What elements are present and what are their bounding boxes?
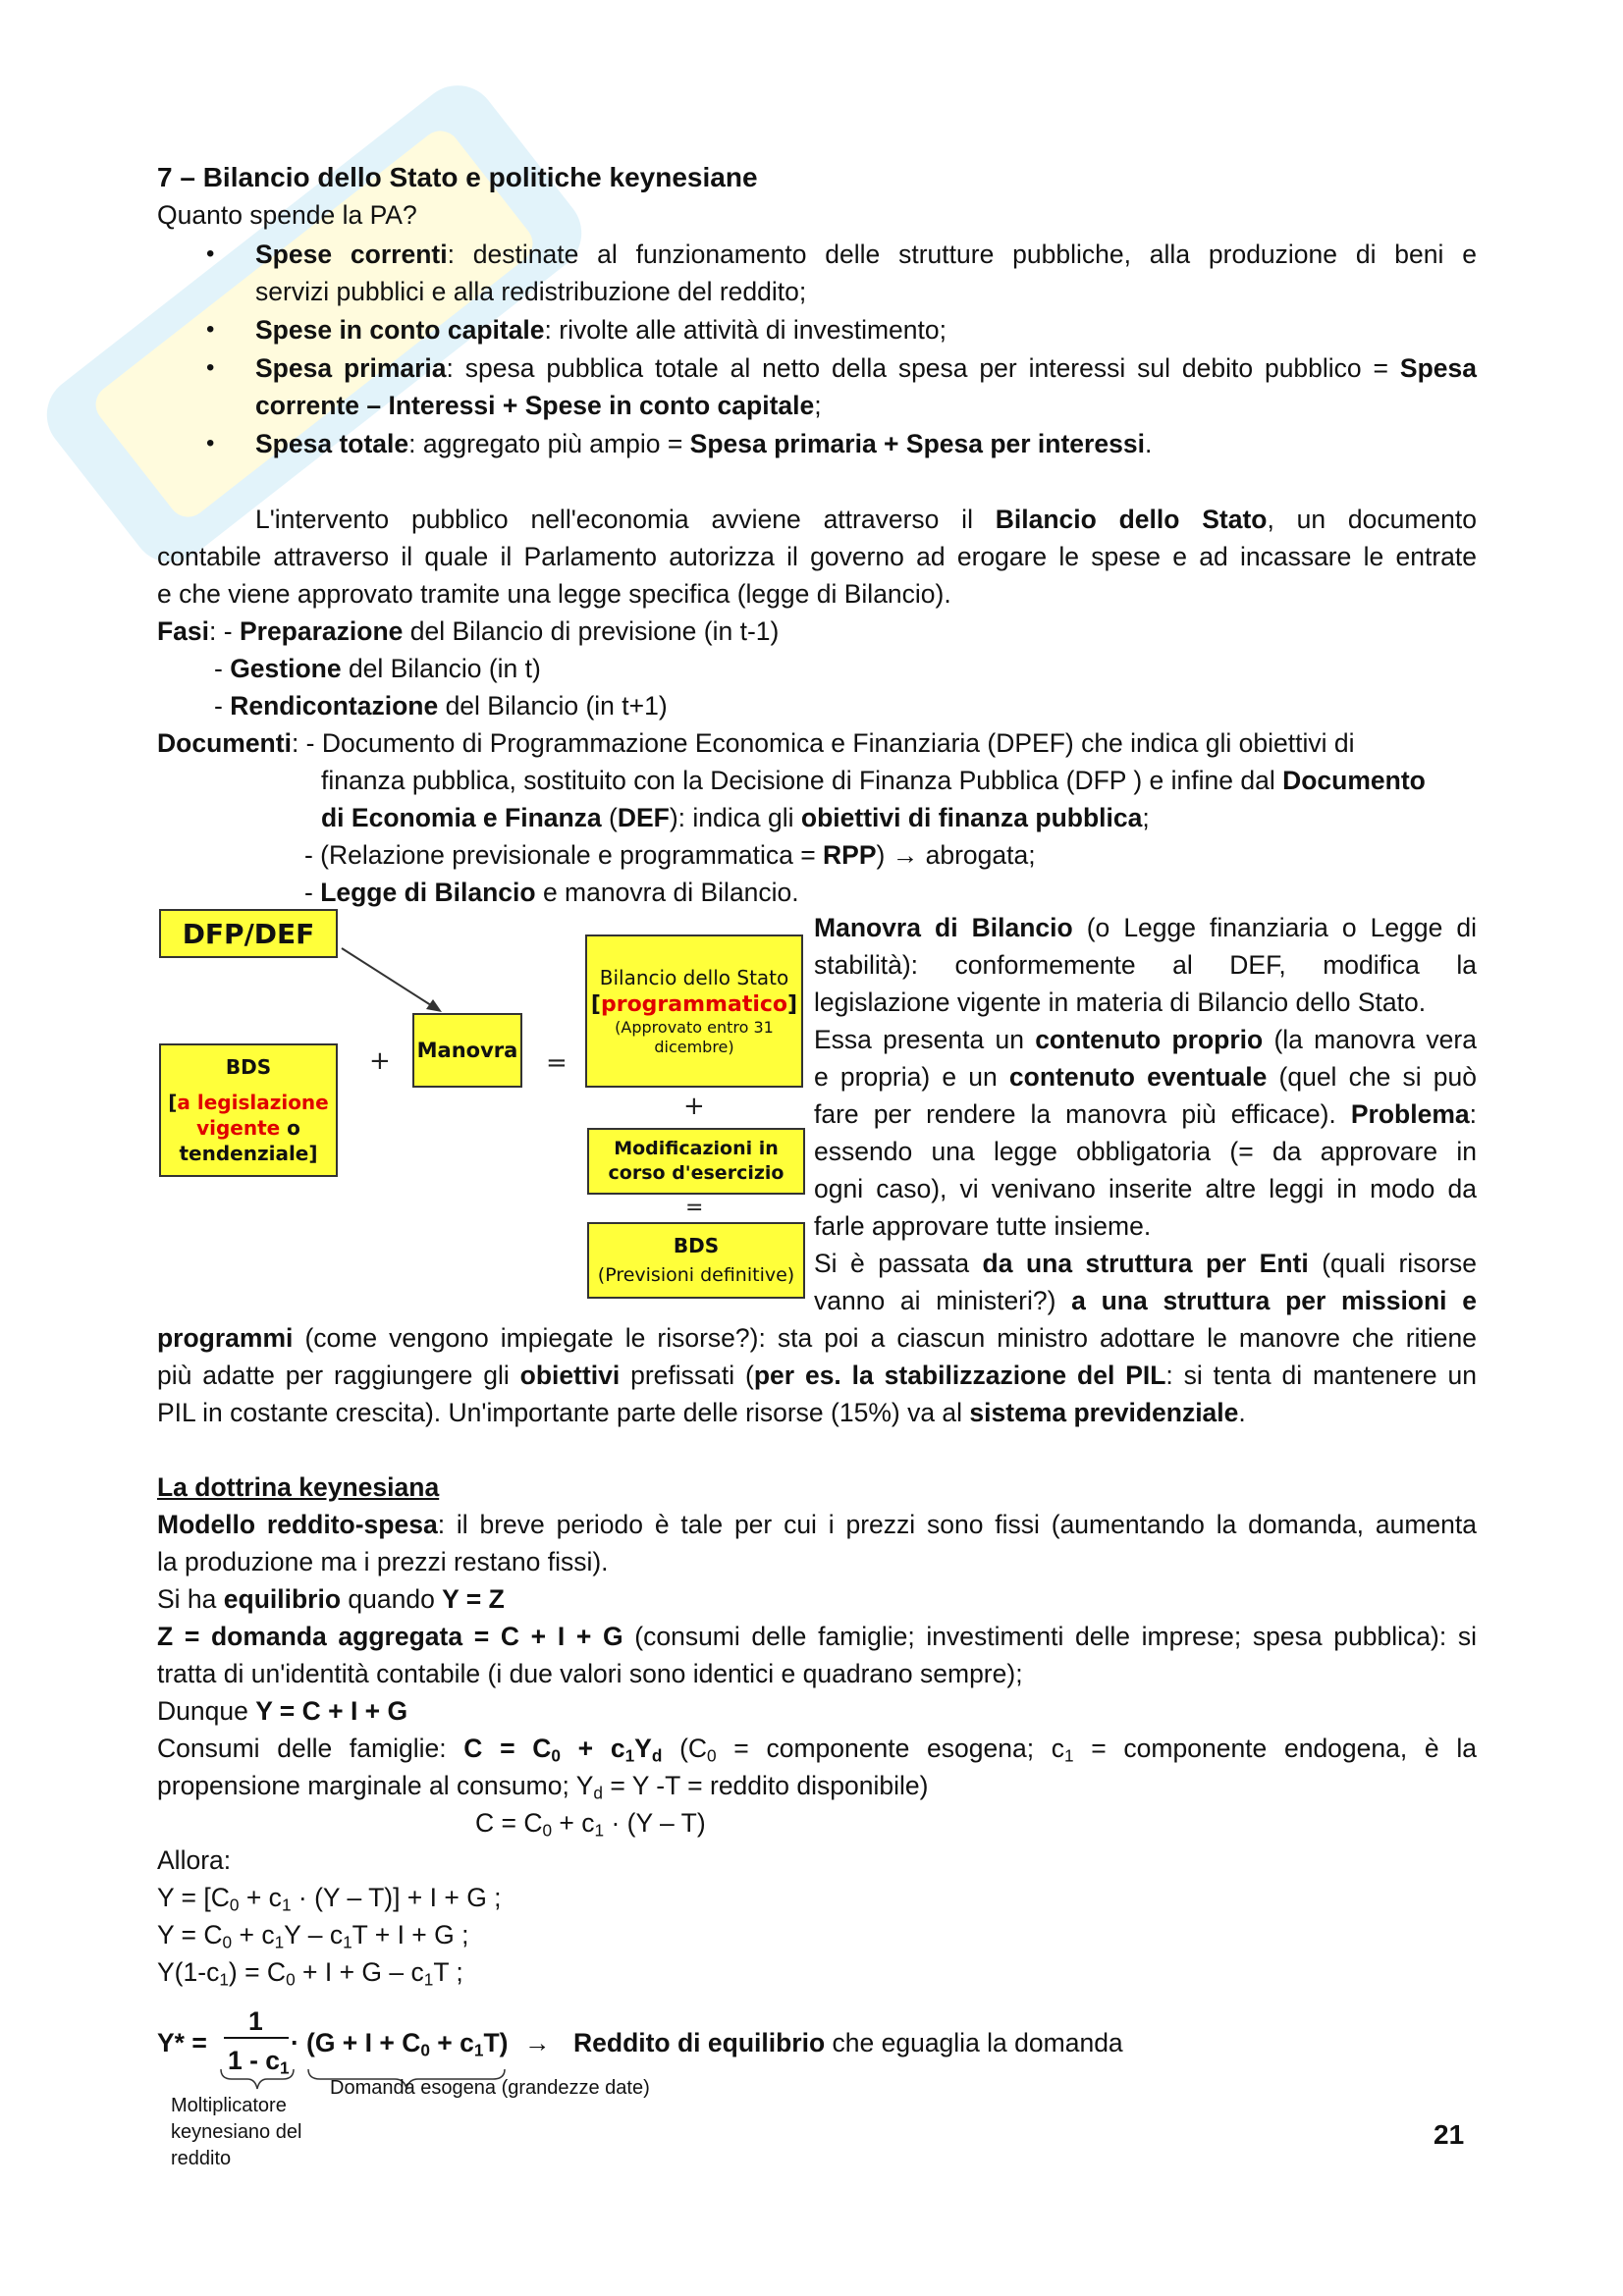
bullet-spese-capitale: Spese in conto capitale: rivolte alle attività di investimento; bbox=[255, 315, 947, 345]
fraction-numerator: 1 bbox=[248, 2006, 263, 2036]
fraction-bar bbox=[224, 2037, 289, 2039]
para-intervento-l1: L'intervento pubblico nell'economia avviene attraverso il Bilancio dello Stato, un documento bbox=[255, 505, 1477, 534]
result-dot: · bbox=[291, 2028, 299, 2057]
equals-sign: = bbox=[685, 1196, 704, 1220]
allora-line: Allora: bbox=[157, 1845, 232, 1875]
bullet-spese-correnti-cont: servizi pubblici e alla redistribuzione del reddito; bbox=[255, 277, 807, 306]
documenti-line-4: - (Relazione previsionale e programmatica = RPP) → abrogata; bbox=[304, 840, 1036, 870]
consumption-function: $C = C_0 + c_1 \cdot (Y - T)$ bbox=[475, 1808, 706, 1841]
y-star: Y* = bbox=[157, 2028, 207, 2057]
bds-tendenziale-box: BDS [a legislazione vigente o tendenziale] bbox=[159, 1043, 338, 1177]
result-arrow: → bbox=[524, 2028, 551, 2057]
propensione-line: propensione marginale al consumo; $Y_d = Y$ -T = reddito disponibile) bbox=[157, 1771, 929, 1803]
bds-definitivo-box: BDS (Previsioni definitive) bbox=[587, 1222, 805, 1299]
section-heading: 7 – Bilancio dello Stato e politiche keynesiane bbox=[157, 162, 758, 192]
dunque-line: Dunque Y = C + I + G bbox=[157, 1696, 408, 1726]
fasi-line-3: - Rendicontazione del Bilancio (in t+1) bbox=[214, 691, 668, 721]
keynes-title: La dottrina keynesiana bbox=[157, 1472, 440, 1502]
documenti-line-5: - Legge di Bilancio e manovra di Bilancio. bbox=[304, 878, 799, 907]
manovra-text-l4: Essa presenta un contenuto proprio (la manovra vera bbox=[814, 1025, 1477, 1054]
dfp-def-box: DFP/DEF bbox=[159, 909, 338, 958]
programmi-l3: PIL in costante crescita). Un'importante parte delle risorse (15%) va al sistema previdenziale. bbox=[157, 1398, 1246, 1427]
equilibrio-line: Si ha equilibrio quando Y = Z bbox=[157, 1584, 505, 1614]
equation-step-2: $Y = C_0 + c_1Y - c_1T + I + G$ ; bbox=[157, 1920, 469, 1952]
bullet-spesa-primaria: Spesa primaria: spesa pubblica totale al netto della spesa per interessi sul debito pubblico = Spesa bbox=[255, 353, 1477, 383]
intro-question: Quanto spende la PA? bbox=[157, 200, 417, 230]
equals-sign: = bbox=[546, 1048, 568, 1078]
plus-sign: + bbox=[683, 1092, 705, 1121]
arrow-to-manovra bbox=[334, 942, 452, 1021]
multiplier-caption: Moltiplicatore keynesiano del reddito bbox=[171, 2095, 302, 2169]
bullet-dot: • bbox=[206, 354, 215, 381]
modificazioni-box: Modificazioni in corso d'esercizio bbox=[587, 1128, 805, 1195]
manovra-text-l8: ogni caso), vi venivano inserite altre leggi in modo da bbox=[814, 1174, 1477, 1203]
manovra-text-l5: e propria) e un contenuto eventuale (quel che si può bbox=[814, 1062, 1477, 1092]
programmi-l2: più adatte per raggiungere gli obiettivi prefissati (per es. la stabilizzazione del PIL: si tenta di mantenere un bbox=[157, 1361, 1477, 1390]
fraction-denominator: $1 - c_1$ bbox=[228, 2046, 290, 2078]
programmi-l1: programmi (come vengono impiegate le risorse?): sta poi a ciascun ministro adottare le manovre che ritiene bbox=[157, 1323, 1477, 1353]
manovra-text-l1: Manovra di Bilancio (o Legge finanziaria o Legge di bbox=[814, 913, 1478, 942]
bullet-spese-correnti: Spese correnti: destinate al funzionamento delle strutture pubbliche, alla produzione di beni e bbox=[255, 240, 1477, 269]
exogenous-caption: Domanda esogena (grandezze date) bbox=[330, 2077, 650, 2099]
equation-step-1: $Y = [C_0 + c_1 \cdot (Y - T)] + I + G$ ; bbox=[157, 1883, 502, 1915]
bullet-spesa-totale: Spesa totale: aggregato più ampio = Spesa primaria + Spesa per interessi. bbox=[255, 429, 1153, 458]
manovra-text-l6: fare per rendere la manovra più efficace). Problema: bbox=[814, 1099, 1477, 1129]
manovra-text-l10: Si è passata da una struttura per Enti (quali risorse bbox=[814, 1249, 1477, 1278]
bullet-spesa-primaria-cont: corrente – Interessi + Spese in conto capitale; bbox=[255, 391, 822, 420]
exogenous-demand: $(G + I + C_0 + c_1T)$ bbox=[306, 2028, 509, 2060]
bilancio-programmatico-box: Bilancio dello Stato [programmatico] (Approvato entro 31 dicembre) bbox=[585, 934, 803, 1088]
para-intervento-l2: contabile attraverso il quale il Parlamento autorizza il governo ad erogare le spese e ad incassare le entrate bbox=[157, 542, 1477, 571]
documenti-line-2: finanza pubblica, sostituito con la Decisione di Finanza Pubblica (DFP ) e infine dal Documento bbox=[321, 766, 1426, 795]
bullet-dot: • bbox=[206, 430, 215, 456]
modello-l2: la produzione ma i prezzi restano fissi). bbox=[157, 1547, 609, 1576]
documenti-line-3: di Economia e Finanza (DEF): indica gli obiettivi di finanza pubblica; bbox=[321, 803, 1150, 832]
equation-step-3: $Y(1-c_1) = C_0 + I + G - c_1T$ ; bbox=[157, 1957, 463, 1990]
fasi-line-1: Fasi: - Preparazione del Bilancio di previsione (in t-1) bbox=[157, 616, 780, 646]
manovra-text-l3: legislazione vigente in materia di Bilancio dello Stato. bbox=[814, 988, 1427, 1017]
bullet-dot: • bbox=[206, 240, 215, 267]
consumi-line: Consumi delle famiglie: $C = C_0 + c_1Y_d$ ($C_0$ = componente esogena; $c_1$ = componente endogena, è la bbox=[157, 1734, 1477, 1766]
manovra-text-l11: vanno ai ministeri?) a una struttura per missioni e bbox=[814, 1286, 1477, 1315]
fasi-line-2: - Gestione del Bilancio (in t) bbox=[214, 654, 541, 683]
domanda-l1: Z = domanda aggregata = C + I + G (consumi delle famiglie; investimenti delle imprese; spesa pubblica): si bbox=[157, 1622, 1478, 1651]
domanda-l2: tratta di un'identità contabile (i due valori sono identici e quadrano sempre); bbox=[157, 1659, 1023, 1688]
manovra-text-l2: stabilità): conformemente al DEF, modifica la bbox=[814, 950, 1477, 980]
modello-l1: Modello reddito-spesa: il breve periodo è tale per cui i prezzi sono fissi (aumentando la domanda, aumenta bbox=[157, 1510, 1478, 1539]
plus-sign: + bbox=[369, 1046, 391, 1076]
para-intervento-l3: e che viene approvato tramite una legge specifica (legge di Bilancio). bbox=[157, 579, 951, 609]
page-number: 21 bbox=[1434, 2119, 1465, 2150]
manovra-text-l9: farle approvare tutte insieme. bbox=[814, 1211, 1152, 1241]
manovra-text-l7: essendo una legge obbligatoria (= da approvare in bbox=[814, 1137, 1477, 1166]
bullet-dot: • bbox=[206, 316, 215, 343]
documenti-line-1: Documenti: - Documento di Programmazione Economica e Finanziaria (DPEF) che indica gli obiettivi di bbox=[157, 728, 1355, 758]
result-label: Reddito di equilibrio che eguaglia la domanda bbox=[573, 2028, 1123, 2057]
manovra-box: Manovra bbox=[412, 1013, 522, 1088]
